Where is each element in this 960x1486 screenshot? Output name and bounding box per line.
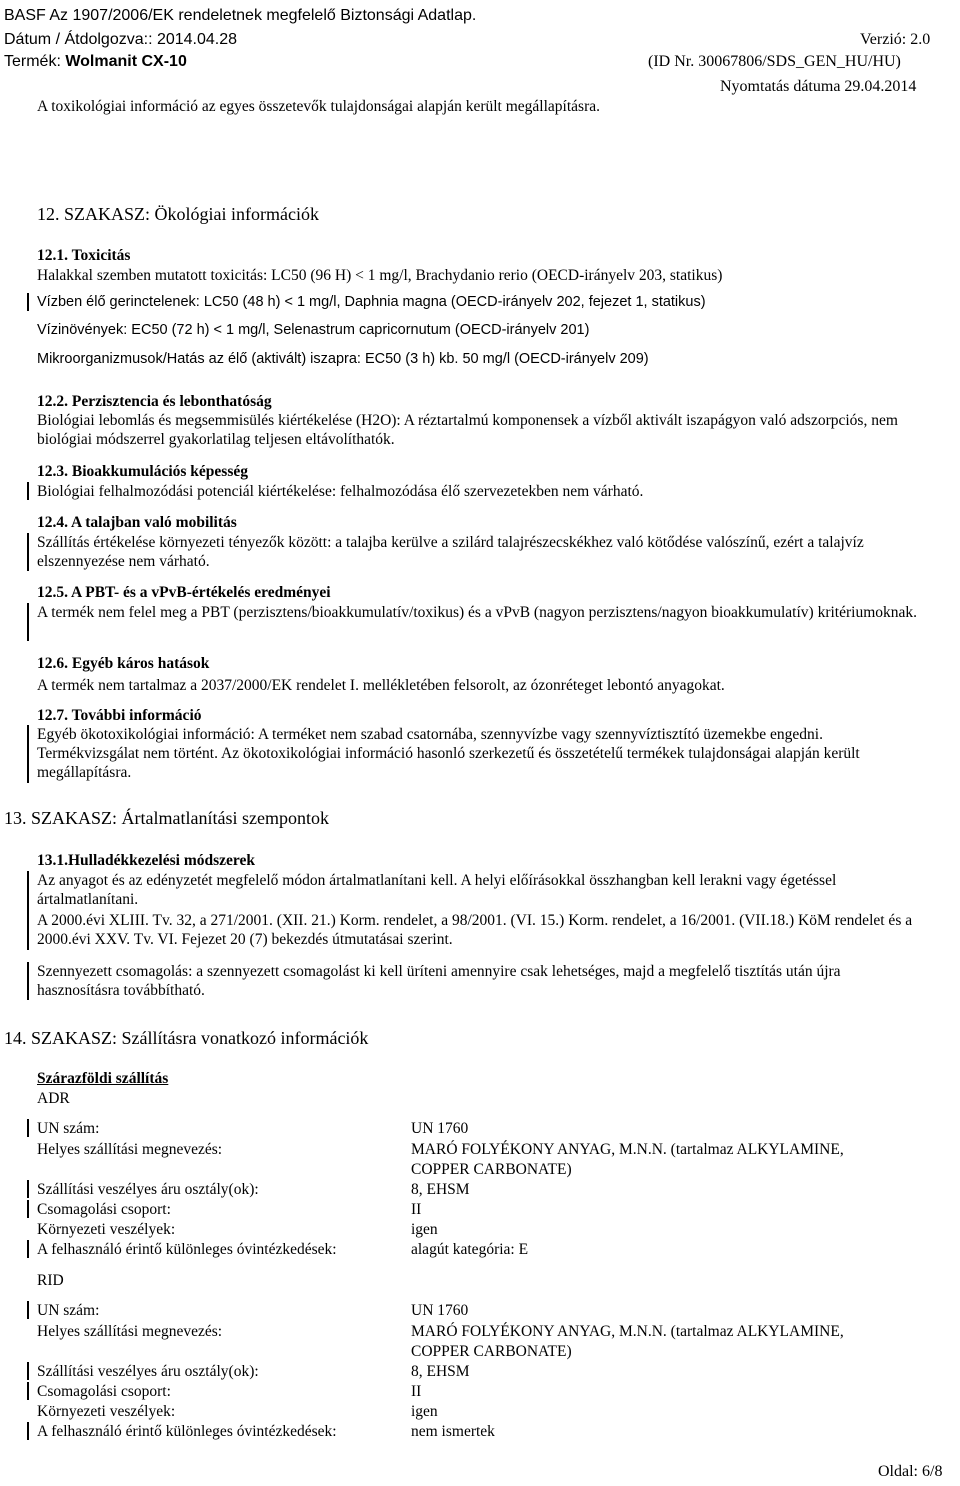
product-label: Termék: (4, 53, 66, 70)
s13-1-text: Az anyagot és az edényzetét megfelelő módon ártalmatlanítani kell. A helyi előírásokkal összhangban kell lerakni vagy égetéssel ártalmatlanítani. (37, 872, 837, 908)
adr-env-hazard-label: Környezeti veszélyek: (37, 1221, 176, 1238)
product-name: Wolmanit CX-10 (65, 53, 187, 70)
adr-precautions-value: alagút kategória: E (411, 1241, 529, 1258)
change-bar (27, 1200, 29, 1218)
s12-1-line: Halakkal szemben mutatott toxicitás: LC50 (96 H) < 1 mg/l, Brachydanio rerio (OECD-irányelv 203, statikus) (37, 267, 723, 284)
print-date: Nyomtatás dátuma 29.04.2014 (720, 78, 917, 95)
rid-packing-group-value: II (411, 1383, 422, 1400)
s12-7-heading: 12.7. További információ (37, 707, 202, 724)
product-line (4, 52, 187, 72)
revision-date: Dátum / Átdolgozva:: 2014.04.28 (4, 31, 238, 48)
s12-6-text: A termék nem tartalmaz a 2037/2000/EK rendelet I. mellékletében felsorolt, az ózonréteget lebontó anyagokat. (37, 677, 725, 694)
s13-1-packaging: Szennyezett csomagolás: a szennyezett csomagolást ki kell üríteni amennyire csak lehetséges, majd a megfelelő tisztítás után újra hasznosításra továbbítható. (37, 963, 841, 999)
adr-env-hazard-value: igen (411, 1221, 438, 1238)
change-bar (27, 1119, 29, 1137)
s12-7-text: Egyéb ökotoxikológiai információ: A terméket nem szabad csatornába, szennyvízbe vagy szennyvíztisztító üzemekbe engedni. Termékvizsgálat nem történt. Az ökotoxikológiai információ hasonló szerkezetű és összetételű termékek tulajdonságai alapján került megállapításra. (37, 726, 860, 781)
land-transport-heading: Szárazföldi szállítás (37, 1070, 169, 1087)
adr-un-value: UN 1760 (411, 1120, 469, 1137)
change-bar (27, 1240, 29, 1258)
adr-un-label: UN szám: (37, 1120, 100, 1137)
section-13-title: 13. SZAKASZ: Ártalmatlanítási szempontok (4, 808, 329, 828)
rid-name-label: Helyes szállítási megnevezés: (37, 1323, 223, 1340)
rid-env-hazard-label: Környezeti veszélyek: (37, 1403, 176, 1420)
adr-name-label: Helyes szállítási megnevezés: (37, 1141, 223, 1158)
rid-class-value: 8, EHSM (411, 1363, 470, 1380)
s12-3-text: Biológiai felhalmozódási potenciál kiértékelése: felhalmozódása élő szervezetekben nem várható. (37, 483, 644, 500)
adr-name-value-cont: COPPER CARBONATE) (411, 1161, 572, 1178)
s12-2-text: Biológiai lebomlás és megsemmisülés kiértékelése (H2O): A réztartalmú komponensek a vízből aktivált iszapágyon való adszorpciós, nem biológiai módszerrel gyakorlatilag teljesen eltávolíthatók. (37, 412, 898, 448)
change-bar (27, 1301, 29, 1319)
rid-name-value: MARÓ FOLYÉKONY ANYAG, M.N.N. (tartalmaz ALKYLAMINE, (411, 1323, 844, 1340)
rid-packing-group-label: Csomagolási csoport: (37, 1383, 171, 1400)
change-bar (27, 293, 29, 311)
s12-1-heading: 12.1. Toxicitás (37, 247, 131, 264)
s12-1-line: Vízben élő gerinctelenek: LC50 (48 h) < 1 mg/l, Daphnia magna (OECD-irányelv 202, fejezet 1, statikus) (37, 294, 706, 310)
adr-class-label: Szállítási veszélyes áru osztály(ok): (37, 1181, 259, 1198)
rid-precautions-value: nem ismertek (411, 1423, 495, 1440)
s12-5-text: A termék nem felel meg a PBT (perzisztens/bioakkumulatív/toxikus) és a vPvB (nagyon perzisztens/nagyon bioakkumulatív) kritériumoknak. (37, 604, 918, 621)
rid-precautions-label: A felhasználó érintő különleges óvintézkedések: (37, 1423, 337, 1440)
s13-1-heading: 13.1.Hulladékkezelési módszerek (37, 852, 255, 869)
rid-name-value-cont: COPPER CARBONATE) (411, 1343, 572, 1360)
s12-4-text: Szállítás értékelése környezeti tényezők között: a talajba kerülve a szilárd talajrészecskékhez való kötődése valószínű, ezért a talajvíz elszennyezése nem várható. (37, 534, 864, 570)
change-bar (27, 962, 29, 1000)
intro-note: A toxikológiai információ az egyes összetevők tulajdonságai alapján került megállapításra. (37, 98, 600, 115)
s12-1-line: Mikroorganizmusok/Hatás az élő (aktivált) iszapra: EC50 (3 h) kb. 50 mg/l (OECD-irányelv 209) (37, 351, 649, 367)
s12-5-heading: 12.5. A PBT- és a vPvB-értékelés eredményei (37, 584, 331, 601)
adr-packing-group-value: II (411, 1201, 422, 1218)
change-bar (27, 603, 29, 641)
s12-3-heading: 12.3. Bioakkumulációs képesség (37, 463, 249, 480)
section-12-title: 12. SZAKASZ: Ökológiai információk (37, 204, 319, 224)
change-bar (27, 1382, 29, 1400)
s12-1-line: Vízinövények: EC50 (72 h) < 1 mg/l, Selenastrum capricornutum (OECD-irányelv 201) (37, 322, 590, 338)
rid-env-hazard-value: igen (411, 1403, 438, 1420)
change-bar (27, 871, 29, 950)
adr-packing-group-label: Csomagolási csoport: (37, 1201, 171, 1218)
id-number: (ID Nr. 30067806/SDS_GEN_HU/HU) (648, 53, 901, 70)
s12-4-heading: 12.4. A talajban való mobilitás (37, 514, 237, 531)
change-bar (27, 1180, 29, 1198)
s12-6-heading: 12.6. Egyéb káros hatások (37, 655, 210, 672)
rid-label: RID (37, 1272, 64, 1289)
change-bar (27, 725, 29, 783)
s12-2-heading: 12.2. Perzisztencia és lebonthatóság (37, 393, 272, 410)
s13-1-regulations: A 2000.évi XLIII. Tv. 32, a 271/2001. (XII. 21.) Korm. rendelet, a 98/2001. (VI. 15.) Korm. rendelet, a 16/2001. (VII.18.) KöM rendelet és a 2000.évi XXV. Tv. VI. Fejezet 20 (7) bekezdés útmutatásai szerint. (37, 912, 913, 948)
adr-class-value: 8, EHSM (411, 1181, 470, 1198)
section-14-title: 14. SZAKASZ: Szállításra vonatkozó információk (4, 1028, 369, 1048)
change-bar (27, 1362, 29, 1380)
version: Verzió: 2.0 (860, 31, 931, 48)
rid-un-label: UN szám: (37, 1302, 100, 1319)
change-bar (27, 533, 29, 571)
change-bar (27, 482, 29, 500)
rid-un-value: UN 1760 (411, 1302, 469, 1319)
page-number: Oldal: 6/8 (878, 1463, 943, 1480)
adr-name-value: MARÓ FOLYÉKONY ANYAG, M.N.N. (tartalmaz ALKYLAMINE, (411, 1141, 844, 1158)
change-bar (27, 1422, 29, 1440)
document-title: BASF Az 1907/2006/EK rendeletnek megfelelő Biztonsági Adatlap. (4, 7, 477, 24)
rid-class-label: Szállítási veszélyes áru osztály(ok): (37, 1363, 259, 1380)
adr-label: ADR (37, 1090, 70, 1107)
adr-precautions-label: A felhasználó érintő különleges óvintézkedések: (37, 1241, 337, 1258)
